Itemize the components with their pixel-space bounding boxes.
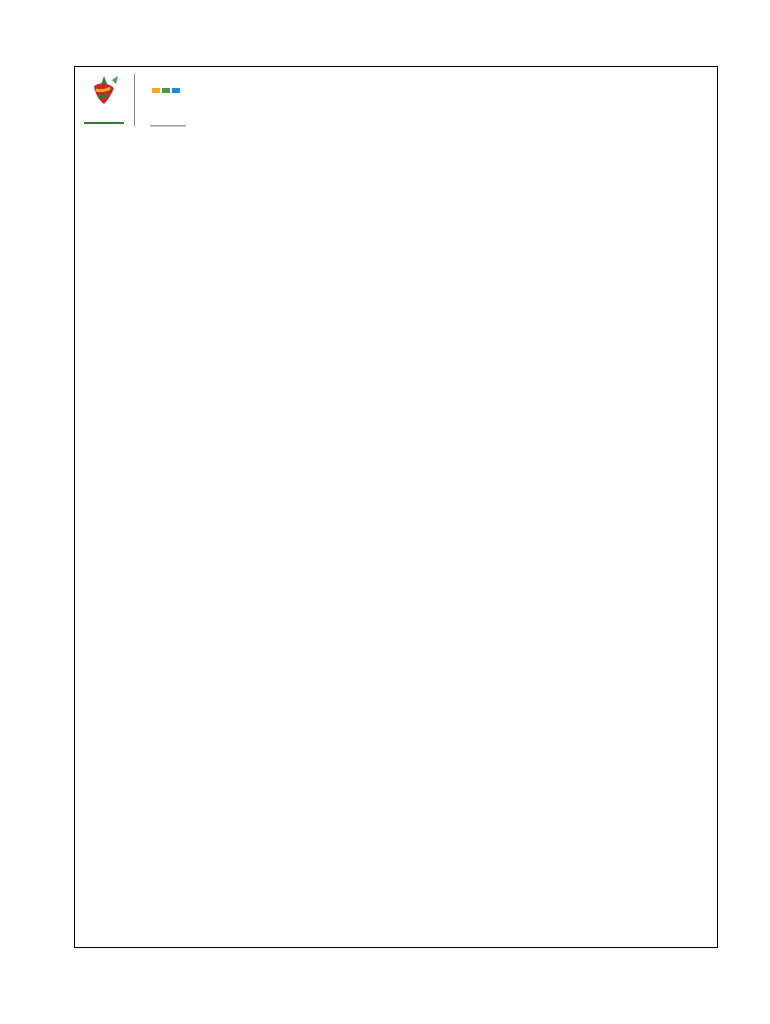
checklist-sheet: [74, 66, 718, 948]
